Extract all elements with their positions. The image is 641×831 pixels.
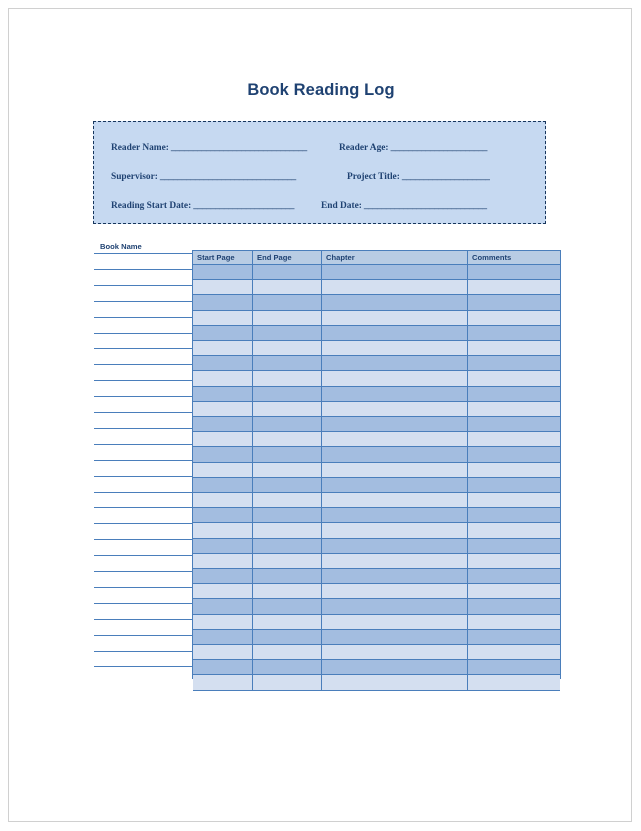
table-cell-end-page[interactable]	[253, 554, 322, 568]
table-cell-end-page[interactable]	[253, 356, 322, 370]
table-cell-start-page[interactable]	[193, 493, 253, 507]
table-cell-end-page[interactable]	[253, 508, 322, 522]
table-cell-comments[interactable]	[468, 432, 560, 446]
table-row[interactable]	[193, 508, 560, 523]
field-reading-start-date-label: Reading Start Date:	[111, 201, 192, 211]
table-cell-start-page[interactable]	[193, 569, 253, 583]
book-name-rule[interactable]	[94, 619, 192, 620]
table-cell-comments[interactable]	[468, 295, 560, 309]
table-cell-chapter[interactable]	[322, 630, 468, 644]
field-reading-start-date[interactable]	[111, 201, 294, 211]
table-row[interactable]	[193, 432, 560, 447]
table-cell-comments[interactable]	[468, 326, 560, 340]
table-cell-comments[interactable]	[468, 371, 560, 385]
book-name-rule[interactable]	[94, 651, 192, 652]
table-cell-chapter[interactable]	[322, 493, 468, 507]
table-cell-end-page[interactable]	[253, 387, 322, 401]
book-name-rule[interactable]	[94, 587, 192, 588]
table-cell-comments[interactable]	[468, 645, 560, 659]
table-cell-chapter[interactable]	[322, 295, 468, 309]
table-cell-chapter[interactable]	[322, 265, 468, 279]
table-cell-comments[interactable]	[468, 584, 560, 598]
field-reader-name-label: Reader Name:	[111, 143, 169, 153]
table-cell-chapter[interactable]	[322, 402, 468, 416]
page-sheet	[8, 8, 632, 822]
table-row[interactable]	[193, 356, 560, 371]
table-row[interactable]	[193, 447, 560, 462]
field-reader-name[interactable]	[111, 143, 307, 153]
field-reader-age-label: Reader Age:	[339, 143, 389, 153]
book-name-rule[interactable]	[94, 348, 192, 349]
table-cell-start-page[interactable]	[193, 341, 253, 355]
table-cell-end-page[interactable]	[253, 615, 322, 629]
field-project-title-blank: ____________________	[401, 172, 490, 182]
table-cell-chapter[interactable]	[322, 660, 468, 674]
table-cell-start-page[interactable]	[193, 645, 253, 659]
table-cell-end-page[interactable]	[253, 599, 322, 613]
table-row[interactable]	[193, 554, 560, 569]
table-cell-chapter[interactable]	[322, 463, 468, 477]
table-cell-chapter[interactable]	[322, 417, 468, 431]
table-cell-comments[interactable]	[468, 280, 560, 294]
table-cell-end-page[interactable]	[253, 539, 322, 553]
table-cell-comments[interactable]	[468, 615, 560, 629]
book-name-rule[interactable]	[94, 444, 192, 445]
field-reading-start-date-blank: _______________________	[193, 201, 295, 211]
table-row[interactable]	[193, 615, 560, 630]
table-cell-chapter[interactable]	[322, 523, 468, 537]
table-row[interactable]	[193, 569, 560, 584]
table-cell-chapter[interactable]	[322, 599, 468, 613]
field-project-title-label: Project Title:	[347, 172, 400, 182]
book-name-rule[interactable]	[94, 317, 192, 318]
column-header-chapter	[322, 251, 468, 264]
table-cell-start-page[interactable]	[193, 660, 253, 674]
table-cell-end-page[interactable]	[253, 402, 322, 416]
table-cell-start-page[interactable]	[193, 295, 253, 309]
field-reader-age[interactable]	[339, 143, 487, 153]
table-cell-start-page[interactable]	[193, 675, 253, 689]
book-name-rule[interactable]	[94, 492, 192, 493]
table-cell-comments[interactable]	[468, 311, 560, 325]
table-row[interactable]	[193, 675, 560, 690]
table-cell-start-page[interactable]	[193, 523, 253, 537]
table-row[interactable]	[193, 265, 560, 280]
field-supervisor-blank: _______________________________	[159, 172, 296, 182]
table-cell-comments[interactable]	[468, 265, 560, 279]
book-name-rule[interactable]	[94, 269, 192, 270]
field-project-title[interactable]	[347, 172, 490, 182]
table-cell-chapter[interactable]	[322, 539, 468, 553]
table-cell-end-page[interactable]	[253, 265, 322, 279]
table-row[interactable]	[193, 341, 560, 356]
column-header-label: Start Page	[197, 253, 235, 262]
table-row[interactable]	[193, 295, 560, 310]
table-cell-comments[interactable]	[468, 539, 560, 553]
table-cell-comments[interactable]	[468, 660, 560, 674]
table-cell-chapter[interactable]	[322, 584, 468, 598]
table-cell-start-page[interactable]	[193, 356, 253, 370]
info-row-3	[94, 196, 545, 216]
field-supervisor-label: Supervisor:	[111, 172, 158, 182]
table-cell-end-page[interactable]	[253, 493, 322, 507]
table-cell-start-page[interactable]	[193, 615, 253, 629]
table-cell-end-page[interactable]	[253, 432, 322, 446]
table-cell-end-page[interactable]	[253, 371, 322, 385]
table-cell-start-page[interactable]	[193, 432, 253, 446]
table-row[interactable]	[193, 417, 560, 432]
table-cell-start-page[interactable]	[193, 280, 253, 294]
table-cell-chapter[interactable]	[322, 615, 468, 629]
book-name-rule[interactable]	[94, 333, 192, 334]
table-cell-end-page[interactable]	[253, 645, 322, 659]
table-cell-start-page[interactable]	[193, 630, 253, 644]
book-name-rule[interactable]	[94, 555, 192, 556]
table-cell-chapter[interactable]	[322, 554, 468, 568]
info-row-1	[94, 138, 545, 158]
table-cell-chapter[interactable]	[322, 326, 468, 340]
table-cell-comments[interactable]	[468, 447, 560, 461]
table-cell-start-page[interactable]	[193, 447, 253, 461]
table-cell-chapter[interactable]	[322, 341, 468, 355]
table-cell-chapter[interactable]	[322, 675, 468, 689]
table-cell-chapter[interactable]	[322, 371, 468, 385]
book-name-column	[94, 242, 192, 679]
info-row-2	[94, 167, 545, 187]
table-row[interactable]	[193, 523, 560, 538]
table-row[interactable]	[193, 539, 560, 554]
table-cell-chapter[interactable]	[322, 508, 468, 522]
column-header-start-page	[193, 251, 253, 264]
table-row[interactable]	[193, 478, 560, 493]
table-header-row	[193, 251, 560, 265]
table-cell-comments[interactable]	[468, 356, 560, 370]
table-cell-chapter[interactable]	[322, 478, 468, 492]
table-cell-end-page[interactable]	[253, 569, 322, 583]
column-header-label: Comments	[472, 253, 512, 262]
table-row[interactable]	[193, 645, 560, 660]
table-cell-comments[interactable]	[468, 402, 560, 416]
table-cell-start-page[interactable]	[193, 478, 253, 492]
page-title: Book Reading Log	[247, 81, 395, 99]
book-name-rule[interactable]	[94, 428, 192, 429]
table-cell-start-page[interactable]	[193, 387, 253, 401]
table-cell-chapter[interactable]	[322, 569, 468, 583]
table-cell-comments[interactable]	[468, 508, 560, 522]
book-name-rule[interactable]	[94, 396, 192, 397]
table-cell-end-page[interactable]	[253, 311, 322, 325]
table-row[interactable]	[193, 584, 560, 599]
field-supervisor[interactable]	[111, 172, 296, 182]
table-cell-comments[interactable]	[468, 599, 560, 613]
table-cell-comments[interactable]	[468, 569, 560, 583]
book-name-rule[interactable]	[94, 666, 192, 667]
table-row[interactable]	[193, 326, 560, 341]
column-header-end-page	[253, 251, 322, 264]
field-reader-name-blank: _______________________________	[170, 143, 307, 153]
table-cell-chapter[interactable]	[322, 447, 468, 461]
table-cell-end-page[interactable]	[253, 660, 322, 674]
table-cell-end-page[interactable]	[253, 326, 322, 340]
table-cell-chapter[interactable]	[322, 311, 468, 325]
book-name-rule[interactable]	[94, 539, 192, 540]
reading-log-table	[94, 242, 561, 679]
field-end-date-label: End Date:	[321, 201, 362, 211]
book-name-rule[interactable]	[94, 460, 192, 461]
table-cell-start-page[interactable]	[193, 417, 253, 431]
book-name-rule[interactable]	[94, 253, 192, 254]
book-name-rule[interactable]	[94, 364, 192, 365]
table-cell-start-page[interactable]	[193, 599, 253, 613]
table-cell-end-page[interactable]	[253, 280, 322, 294]
table-row[interactable]	[193, 280, 560, 295]
table-row[interactable]	[193, 371, 560, 386]
field-end-date[interactable]	[321, 201, 487, 211]
table-cell-chapter[interactable]	[322, 387, 468, 401]
table-cell-end-page[interactable]	[253, 463, 322, 477]
table-cell-comments[interactable]	[468, 478, 560, 492]
table-cell-comments[interactable]	[468, 463, 560, 477]
table-cell-start-page[interactable]	[193, 463, 253, 477]
table-cell-start-page[interactable]	[193, 402, 253, 416]
column-header-comments	[468, 251, 560, 264]
table-cell-end-page[interactable]	[253, 447, 322, 461]
book-name-rule[interactable]	[94, 476, 192, 477]
table-cell-start-page[interactable]	[193, 311, 253, 325]
table-cell-comments[interactable]	[468, 675, 560, 689]
book-name-rule[interactable]	[94, 635, 192, 636]
book-name-rule[interactable]	[94, 285, 192, 286]
table-cell-end-page[interactable]	[253, 523, 322, 537]
table-cell-start-page[interactable]	[193, 508, 253, 522]
table-cell-start-page[interactable]	[193, 584, 253, 598]
table-cell-comments[interactable]	[468, 341, 560, 355]
table-cell-end-page[interactable]	[253, 584, 322, 598]
table-cell-start-page[interactable]	[193, 371, 253, 385]
table-cell-start-page[interactable]	[193, 554, 253, 568]
book-name-rule[interactable]	[94, 380, 192, 381]
book-name-rule[interactable]	[94, 603, 192, 604]
table-row[interactable]	[193, 493, 560, 508]
book-name-rule[interactable]	[94, 412, 192, 413]
book-name-rule[interactable]	[94, 571, 192, 572]
field-reader-age-blank: ______________________	[390, 143, 488, 153]
table-cell-chapter[interactable]	[322, 280, 468, 294]
table-cell-end-page[interactable]	[253, 630, 322, 644]
table-cell-end-page[interactable]	[253, 295, 322, 309]
table-grid	[192, 250, 561, 679]
field-end-date-blank: ____________________________	[363, 201, 487, 211]
book-name-rule[interactable]	[94, 507, 192, 508]
table-cell-comments[interactable]	[468, 493, 560, 507]
table-cell-comments[interactable]	[468, 523, 560, 537]
table-row[interactable]	[193, 630, 560, 645]
table-cell-chapter[interactable]	[322, 432, 468, 446]
table-row[interactable]	[193, 660, 560, 675]
table-cell-end-page[interactable]	[253, 341, 322, 355]
table-cell-comments[interactable]	[468, 554, 560, 568]
table-cell-start-page[interactable]	[193, 539, 253, 553]
table-row[interactable]	[193, 311, 560, 326]
table-cell-start-page[interactable]	[193, 326, 253, 340]
table-cell-chapter[interactable]	[322, 356, 468, 370]
table-row[interactable]	[193, 387, 560, 402]
table-cell-start-page[interactable]	[193, 265, 253, 279]
column-header-book-name: Book Name	[100, 242, 142, 251]
column-header-label: Chapter	[326, 253, 355, 262]
table-cell-chapter[interactable]	[322, 645, 468, 659]
table-cell-comments[interactable]	[468, 387, 560, 401]
reader-info-box	[93, 121, 546, 224]
table-cell-comments[interactable]	[468, 630, 560, 644]
column-header-label: End Page	[257, 253, 292, 262]
table-row[interactable]	[193, 599, 560, 614]
table-row[interactable]	[193, 463, 560, 478]
book-name-rule[interactable]	[94, 523, 192, 524]
table-row[interactable]	[193, 402, 560, 417]
table-cell-end-page[interactable]	[253, 417, 322, 431]
table-cell-comments[interactable]	[468, 417, 560, 431]
table-cell-end-page[interactable]	[253, 478, 322, 492]
book-name-rule[interactable]	[94, 301, 192, 302]
table-cell-end-page[interactable]	[253, 675, 322, 689]
